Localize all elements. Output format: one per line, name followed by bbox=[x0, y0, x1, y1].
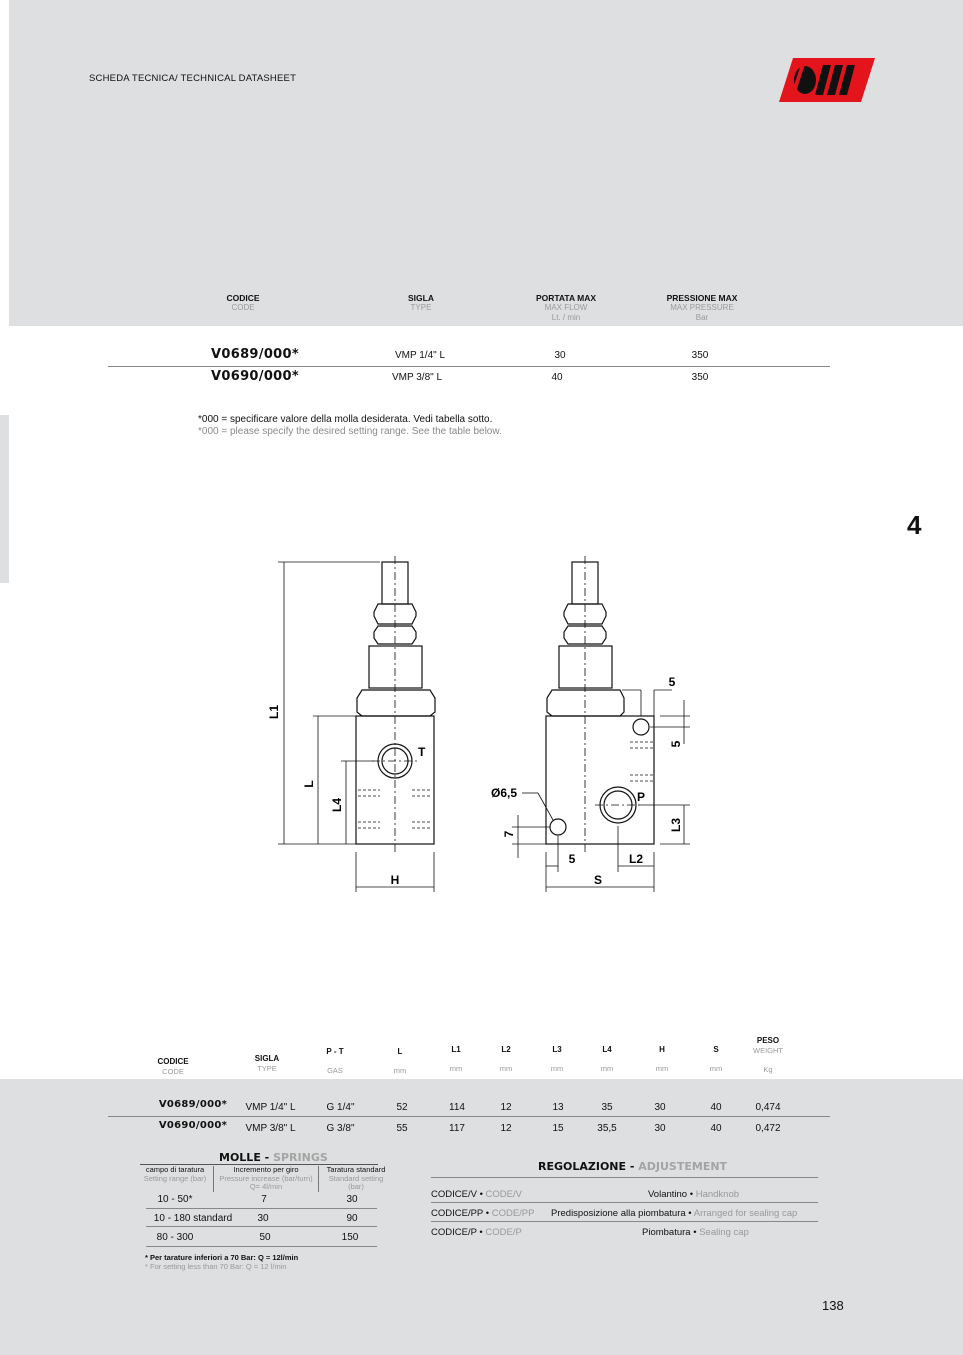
dim-row1-gas: G 1/4" bbox=[326, 1102, 355, 1113]
row2-pressure: 350 bbox=[691, 372, 709, 383]
brand-logo bbox=[779, 58, 875, 102]
dim-header-peso: PESO WEIGHT Kg bbox=[753, 1036, 783, 1074]
label-l3: L3 bbox=[669, 817, 683, 833]
dim-row2-l4: 35,5 bbox=[597, 1123, 617, 1134]
side-marker bbox=[0, 415, 9, 583]
springs-row2-increase: 30 bbox=[257, 1213, 269, 1224]
header-pressione: PRESSIONE MAX MAX PRESSURE Bar bbox=[666, 293, 738, 322]
dim-header-l1: L1 mm bbox=[449, 1045, 463, 1073]
label-hole: Ø6,5 bbox=[491, 786, 518, 800]
springs-row3-range: 80 - 300 bbox=[156, 1232, 194, 1243]
adjustment-divider-2 bbox=[431, 1221, 818, 1222]
springs-header-standard: Taratura standard Standard setting (bar) bbox=[326, 1165, 386, 1191]
springs-row3-increase: 50 bbox=[259, 1232, 271, 1243]
dim-row1-type: VMP 1/4" L bbox=[245, 1102, 296, 1113]
header-sigla: SIGLA TYPE bbox=[408, 293, 434, 312]
dim-row1-l3: 13 bbox=[552, 1102, 564, 1113]
header-codice: CODICE CODE bbox=[226, 293, 260, 312]
springs-row1-range: 10 - 50* bbox=[157, 1194, 193, 1205]
adjustment-divider-1 bbox=[431, 1202, 818, 1203]
springs-footnote-it: * Per tarature inferiori a 70 Bar: Q = 12l/min bbox=[145, 1253, 299, 1262]
springs-row2-range: 10 - 180 standard bbox=[153, 1213, 233, 1224]
springs-row3-standard: 150 bbox=[341, 1232, 359, 1243]
adjustment-title: REGOLAZIONE - ADJUSTEMENT bbox=[538, 1160, 728, 1173]
label-p: P bbox=[637, 790, 646, 804]
springs-header-increase: Incremento per giro Pressure increase (bar/turn) Q= 4l/min bbox=[213, 1166, 319, 1192]
dim-header-pt: P - T GAS bbox=[326, 1047, 344, 1075]
dim-row1-weight: 0,474 bbox=[755, 1102, 781, 1113]
springs-row1-standard: 30 bbox=[346, 1194, 358, 1205]
dim-header-l2: L2 mm bbox=[499, 1045, 513, 1073]
dim-header-l3: L3 mm bbox=[550, 1045, 564, 1073]
note-english: *000 = please specify the desired setting range. See the table below. bbox=[198, 426, 502, 437]
dim-row1-s: 40 bbox=[710, 1102, 722, 1113]
springs-title: MOLLE - SPRINGS bbox=[219, 1151, 328, 1164]
dim-row2-l2: 12 bbox=[500, 1123, 512, 1134]
label-l: L bbox=[302, 780, 316, 788]
dim-header-h: H mm bbox=[655, 1045, 669, 1073]
dim-header-l: L mm bbox=[393, 1047, 407, 1075]
dim-header-sigla: SIGLA TYPE bbox=[254, 1054, 280, 1073]
top-band bbox=[9, 0, 963, 326]
label-5-top: 5 bbox=[668, 675, 676, 689]
dim-row1-l4: 35 bbox=[601, 1102, 613, 1113]
dim-row2-weight: 0,472 bbox=[755, 1123, 781, 1134]
datasheet-title: SCHEDA TECNICA/ TECHNICAL DATASHEET bbox=[89, 73, 297, 84]
dim-row2-gas: G 3/8" bbox=[326, 1123, 355, 1134]
adjustment-row2-code: CODICE/PP • CODE/PP bbox=[431, 1208, 535, 1219]
dim-row2-s: 40 bbox=[710, 1123, 722, 1134]
springs-row2-standard: 90 bbox=[346, 1213, 358, 1224]
springs-row1-increase: 7 bbox=[261, 1194, 267, 1205]
row1-pressure: 350 bbox=[691, 350, 709, 361]
row1-type: VMP 1/4" L bbox=[394, 350, 446, 361]
dim-row2-l3: 15 bbox=[552, 1123, 564, 1134]
dim-row-divider bbox=[108, 1116, 830, 1117]
adjustment-top-line bbox=[431, 1177, 818, 1178]
dim-row1-l: 52 bbox=[396, 1102, 408, 1113]
note-italian: *000 = specificare valore della molla desiderata. Vedi tabella sotto. bbox=[198, 414, 493, 425]
springs-divider-1 bbox=[146, 1208, 377, 1209]
dim-row2-l1: 117 bbox=[449, 1123, 465, 1134]
chapter-number: 4 bbox=[907, 510, 922, 540]
dim-row2-type: VMP 3/8" L bbox=[245, 1123, 296, 1134]
label-s: S bbox=[593, 873, 603, 887]
dim-row1-code: V0689/000* bbox=[158, 1099, 228, 1110]
label-5-side: 5 bbox=[669, 740, 683, 748]
page-number: 138 bbox=[822, 1298, 844, 1313]
springs-header-range: campo di taratura Setting range (bar) bbox=[143, 1165, 207, 1183]
dim-row2-l: 55 bbox=[396, 1123, 408, 1134]
row-divider bbox=[108, 366, 830, 367]
dim-header-s: S mm bbox=[709, 1045, 723, 1073]
row1-flow: 30 bbox=[554, 350, 566, 361]
label-l2: L2 bbox=[628, 852, 644, 866]
dim-row2-h: 30 bbox=[654, 1123, 666, 1134]
label-5-bottom: 5 bbox=[568, 852, 576, 866]
valve-drawing bbox=[260, 548, 700, 898]
adjustment-row1-desc: Volantino • Handknob bbox=[648, 1189, 740, 1200]
adjustment-row1-code: CODICE/V • CODE/V bbox=[431, 1189, 522, 1200]
adjustment-row3-desc: Piombatura • Sealing cap bbox=[642, 1227, 749, 1238]
label-l1: L1 bbox=[267, 704, 281, 720]
row2-type: VMP 3/8" L bbox=[391, 372, 443, 383]
label-l4: L4 bbox=[330, 797, 344, 813]
adjustment-row3-code: CODICE/P • CODE/P bbox=[431, 1227, 522, 1238]
row2-flow: 40 bbox=[551, 372, 563, 383]
dim-header-codice: CODICE CODE bbox=[157, 1057, 189, 1076]
dim-header-l4: L4 mm bbox=[600, 1045, 614, 1073]
label-t: T bbox=[418, 745, 426, 759]
springs-footnote-en: * For setting less than 70 Bar: Q = 12 l/min bbox=[145, 1262, 287, 1271]
dim-row1-l2: 12 bbox=[500, 1102, 512, 1113]
label-h: H bbox=[390, 873, 400, 887]
springs-divider-3 bbox=[146, 1246, 377, 1247]
dim-row1-l1: 114 bbox=[449, 1102, 465, 1113]
adjustment-row2-desc: Predisposizione alla piombatura • Arranged for sealing cap bbox=[551, 1208, 798, 1219]
springs-divider-2 bbox=[146, 1226, 377, 1227]
header-portata: PORTATA MAX MAX FLOW Lt. / min bbox=[535, 293, 597, 322]
label-7: 7 bbox=[502, 830, 516, 838]
row1-code: V0689/000* bbox=[211, 347, 299, 362]
row2-code: V0690/000* bbox=[211, 369, 299, 384]
dim-row1-h: 30 bbox=[654, 1102, 666, 1113]
dim-row2-code: V0690/000* bbox=[158, 1120, 228, 1131]
